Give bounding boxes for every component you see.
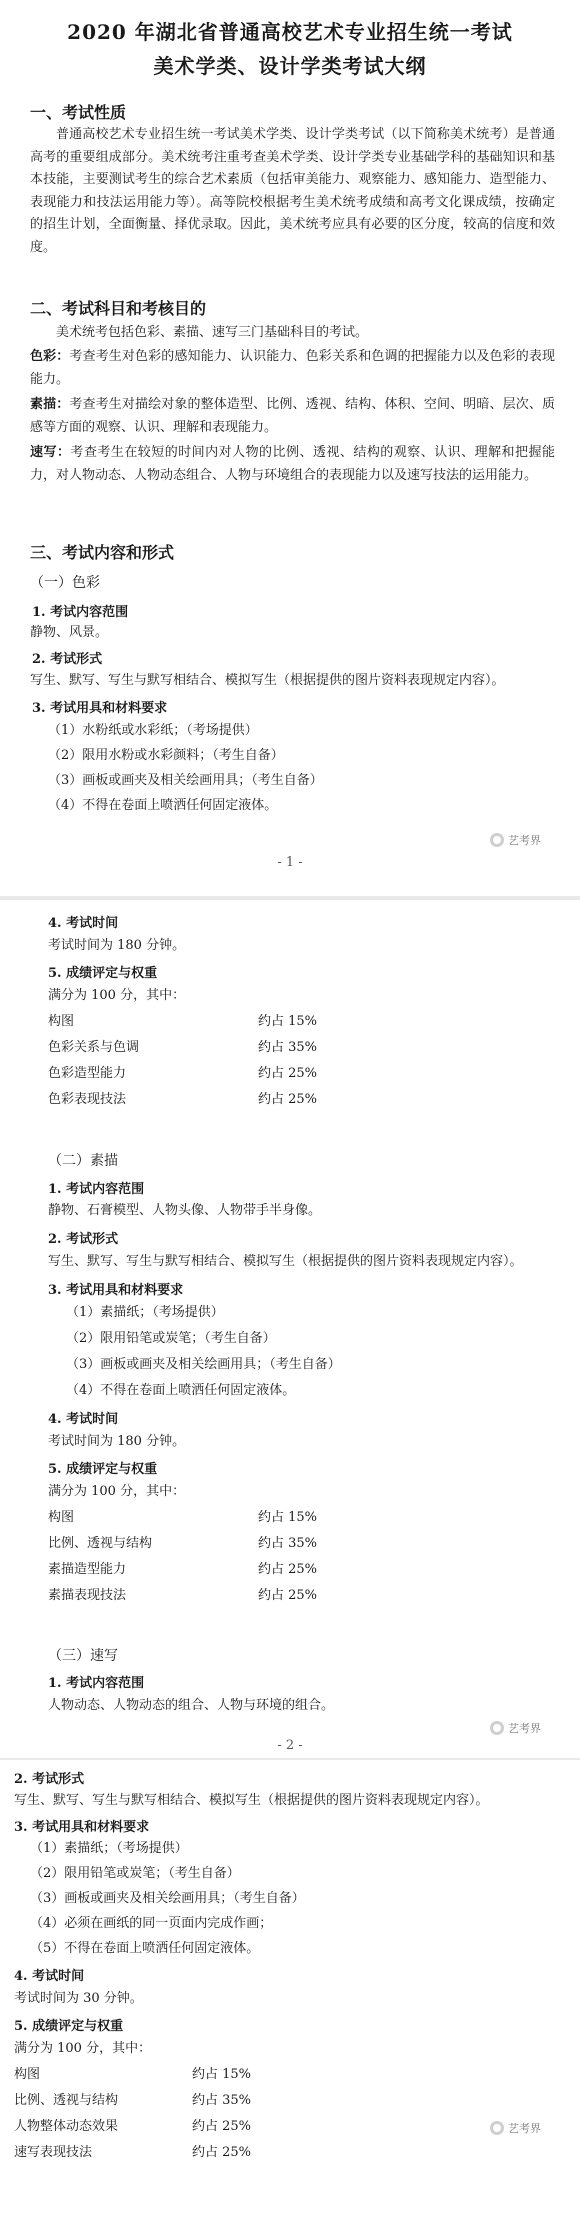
weight-pct: 约占 35% bbox=[192, 2093, 252, 2108]
sketch-range: 静物、石膏模型、人物头像、人物带手半身像。 bbox=[48, 1203, 322, 1218]
sketch-range-heading: 1. 考试内容范围 bbox=[48, 1182, 145, 1197]
weight-item: 人物整体动态效果 bbox=[14, 2119, 119, 2134]
weight-pct: 约占 25% bbox=[258, 1066, 318, 1081]
quick-time-heading: 4. 考试时间 bbox=[14, 1969, 85, 1984]
quick-text: 考查考生在较短的时间内对人物的比例、透视、结构的观察、认识、理解和把握能力，对人物动态、人物动态组合、人物与环境组合的表现能力以及速写技法的运用能力。 bbox=[30, 445, 555, 483]
quick-tool-item: （4）必须在画纸的同一页面内完成作画； bbox=[30, 1916, 273, 1931]
color-label: 色彩： bbox=[30, 349, 70, 364]
weight-item: 素描表现技法 bbox=[48, 1588, 127, 1603]
weight-pct: 约占 25% bbox=[192, 2145, 252, 2160]
weight-item: 色彩关系与色调 bbox=[48, 1040, 140, 1055]
weight-item: 构图 bbox=[48, 1510, 75, 1525]
sketch-label: 素描： bbox=[30, 397, 70, 412]
sketch-tool-item: （1）素描纸；（考场提供） bbox=[66, 1305, 224, 1320]
quick-time: 考试时间为 30 分钟。 bbox=[14, 1991, 143, 2006]
section-2-intro: 美术统考包括色彩、素描、速写三门基础科目的考试。 bbox=[56, 325, 369, 340]
watermark-icon bbox=[490, 1721, 504, 1735]
weight-item: 色彩造型能力 bbox=[48, 1066, 127, 1081]
weight-item: 素描造型能力 bbox=[48, 1562, 127, 1577]
color-text: 考查考生对色彩的感知能力、认识能力、色彩关系和色调的把握能力以及色彩的表现能力。 bbox=[30, 349, 555, 387]
sketch-form-heading: 2. 考试形式 bbox=[48, 1232, 119, 1247]
color-heading: （一）色彩 bbox=[30, 575, 100, 591]
section-3-heading: 三、考试内容和形式 bbox=[30, 543, 175, 562]
document-title-line-1: 2020 年湖北省普通高校艺术专业招生统一考试 bbox=[67, 20, 513, 44]
section-1-paragraph: 普通高校艺术专业招生统一考试美术学类、设计学类考试（以下简称美术统考）是普通高考的重要组成部分。美术统考注重考查美术学类、设计学类专业基础学科的基础知识和基本技能，主要测试考生的综合艺术素质（包括审美能力、观察能力、感知能力、造型能力、表现能力和技法运用能力等）。高等院校根据考生美术统考成绩和高考文化课成绩，按确定的招生计划，全面衡量、择优录取。因此，美术统考应具有必要的区分度，较高的信度和效度。 bbox=[30, 127, 555, 255]
weight-pct: 约占 15% bbox=[258, 1014, 318, 1029]
section-2-heading: 二、考试科目和考核目的 bbox=[30, 299, 207, 318]
page-number: - 2 - bbox=[277, 1738, 303, 1753]
color-range: 静物、风景。 bbox=[30, 625, 109, 640]
sketch-score-heading: 5. 成绩评定与权重 bbox=[48, 1462, 158, 1477]
sketch-score-intro: 满分为 100 分，其中： bbox=[48, 1484, 186, 1499]
color-tool-item: （4）不得在卷面上喷洒任何固定液体。 bbox=[48, 798, 278, 813]
sketch-tool-item: （2）限用铅笔或炭笔；（考生自备） bbox=[66, 1331, 276, 1346]
sketch-text: 考查考生对描绘对象的整体造型、比例、透视、结构、体积、空间、明暗、层次、质感等方面的观察、认识、理解和表现能力。 bbox=[30, 397, 555, 435]
weight-item: 构图 bbox=[48, 1014, 75, 1029]
section-2-color bbox=[30, 346, 555, 391]
sketch-tool-item: （4）不得在卷面上喷洒任何固定液体。 bbox=[66, 1383, 296, 1398]
watermark: 艺考界 bbox=[490, 2120, 541, 2136]
quick-heading: （三）速写 bbox=[48, 1648, 118, 1664]
weight-pct: 约占 15% bbox=[258, 1510, 318, 1525]
color-form-heading: 2. 考试形式 bbox=[32, 652, 103, 667]
weight-pct: 约占 35% bbox=[258, 1536, 318, 1551]
weight-item: 比例、透视与结构 bbox=[48, 1536, 153, 1551]
section-2-sketch bbox=[30, 394, 555, 439]
weight-pct: 约占 25% bbox=[258, 1588, 318, 1603]
quick-tools-heading: 3. 考试用具和材料要求 bbox=[14, 1820, 150, 1835]
quick-tool-item: （3）画板或画夹及相关绘画用具；（考生自备） bbox=[30, 1891, 305, 1906]
color-score-heading: 5. 成绩评定与权重 bbox=[48, 966, 158, 981]
page-1 bbox=[0, 0, 580, 900]
quick-tool-item: （5）不得在卷面上喷洒任何固定液体。 bbox=[30, 1941, 260, 1956]
quick-form: 写生、默写、写生与默写相结合、模拟写生（根据提供的图片资料表现规定内容）。 bbox=[14, 1793, 489, 1808]
color-time-heading: 4. 考试时间 bbox=[48, 916, 119, 931]
color-score-intro: 满分为 100 分，其中： bbox=[48, 988, 186, 1003]
quick-score-intro: 满分为 100 分，其中： bbox=[14, 2041, 152, 2056]
page-2 bbox=[0, 900, 580, 1760]
color-tool-item: （1）水粉纸或水彩纸；（考场提供） bbox=[48, 723, 258, 738]
weight-pct: 约占 25% bbox=[258, 1092, 318, 1107]
sketch-heading: （二）素描 bbox=[48, 1153, 118, 1169]
quick-tool-item: （1）素描纸；（考场提供） bbox=[30, 1841, 188, 1856]
weight-item: 比例、透视与结构 bbox=[14, 2093, 119, 2108]
quick-tool-item: （2）限用铅笔或炭笔；（考生自备） bbox=[30, 1866, 240, 1881]
color-tool-item: （3）画板或画夹及相关绘画用具；（考生自备） bbox=[48, 773, 323, 788]
sketch-time-heading: 4. 考试时间 bbox=[48, 1412, 119, 1427]
sketch-tool-item: （3）画板或画夹及相关绘画用具；（考生自备） bbox=[66, 1357, 341, 1372]
color-tools-heading: 3. 考试用具和材料要求 bbox=[32, 701, 168, 716]
weight-pct: 约占 25% bbox=[258, 1562, 318, 1577]
watermark-icon bbox=[490, 833, 504, 847]
weight-item: 构图 bbox=[14, 2067, 41, 2082]
weight-item: 色彩表现技法 bbox=[48, 1092, 127, 1107]
document-title-line-2: 美术学类、设计学类考试大纲 bbox=[153, 54, 427, 78]
sketch-tools-heading: 3. 考试用具和材料要求 bbox=[48, 1283, 184, 1298]
weight-pct: 约占 15% bbox=[192, 2067, 252, 2082]
section-1-heading: 一、考试性质 bbox=[30, 103, 127, 122]
sketch-form: 写生、默写、写生与默写相结合、模拟写生（根据提供的图片资料表现规定内容）。 bbox=[48, 1254, 523, 1269]
weight-item: 速写表现技法 bbox=[14, 2145, 93, 2160]
sketch-time: 考试时间为 180 分钟。 bbox=[48, 1434, 186, 1449]
watermark: 艺考界 bbox=[490, 1720, 541, 1736]
page-3 bbox=[0, 1760, 580, 2235]
watermark: 艺考界 bbox=[490, 832, 541, 848]
quick-range-heading: 1. 考试内容范围 bbox=[48, 1676, 145, 1691]
watermark-icon bbox=[490, 2121, 504, 2135]
weight-pct: 约占 35% bbox=[258, 1040, 318, 1055]
page-number: - 1 - bbox=[277, 855, 303, 870]
quick-form-heading: 2. 考试形式 bbox=[14, 1772, 85, 1787]
quick-label: 速写： bbox=[30, 445, 71, 460]
quick-score-heading: 5. 成绩评定与权重 bbox=[14, 2019, 124, 2034]
color-form: 写生、默写、写生与默写相结合、模拟写生（根据提供的图片资料表现规定内容）。 bbox=[30, 673, 505, 688]
weight-pct: 约占 25% bbox=[192, 2119, 252, 2134]
color-range-heading: 1. 考试内容范围 bbox=[32, 605, 129, 620]
color-tool-item: （2）限用水粉或水彩颜料；（考生自备） bbox=[48, 748, 284, 763]
section-2-quick bbox=[30, 442, 555, 487]
quick-range: 人物动态、人物动态的组合、人物与环境的组合。 bbox=[48, 1698, 335, 1713]
color-time: 考试时间为 180 分钟。 bbox=[48, 938, 186, 953]
